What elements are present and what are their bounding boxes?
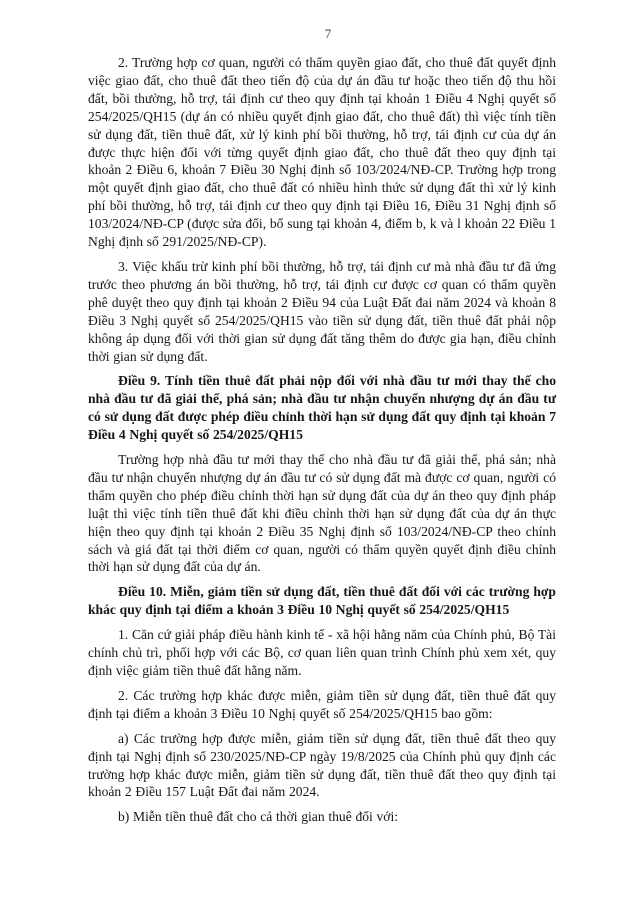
document-body [88, 54, 556, 826]
paragraph: a) Các trường hợp được miễn, giảm tiền sử dụng đất, tiền thuê đất theo quy định tại Nghị định số 230/2025/NĐ-CP ngày 19/8/2025 của Chính phủ quy định các trường hợp khác được miễn, giảm tiền sử dụng đất, tiền thuê đất theo quy định tại khoản 2 Điều 157 Luật Đất đai năm 2024. [88, 730, 556, 800]
paragraph: b) Miễn tiền thuê đất cho cả thời gian thuê đối với: [118, 809, 399, 825]
paragraph: 1. Căn cứ giải pháp điều hành kinh tế - xã hội hằng năm của Chính phủ, Bộ Tài chính chủ trì, phối hợp với các Bộ, cơ quan liên quan trình Chính phủ xem xét, quy định việc giảm tiền thuê đất hằng năm. [88, 627, 556, 678]
paragraph: 3. Việc khấu trừ kinh phí bồi thường, hỗ trợ, tái định cư mà nhà đầu tư đã ứng trước theo phương án bồi thường, hỗ trợ, tái định cư được cơ quan có thẩm quyền phê duyệt theo quy định tại khoản 2 Điều 94 của Luật Đất đai năm 2024 và khoản 8 Điều 3 Nghị quyết số 254/2025/QH15 vào tiền sử dụng đất, tiền thuê đất phải nộp không áp dụng đối với thời gian sử dụng đất tăng thêm do được gia hạn, điều chỉnh thời gian sử dụng đất. [88, 258, 556, 364]
article-heading: Điều 9. Tính tiền thuê đất phải nộp đối với nhà đầu tư mới thay thế cho nhà đầu tư đã giải thể, phá sản; nhà đầu tư nhận chuyển nhượng dự án đầu tư có sử dụng đất được phép điều chỉnh thời hạn sử dụng đất quy định tại khoản 7 Điều 4 Nghị quyết số 254/2025/QH15 [88, 373, 556, 443]
paragraph: 2. Các trường hợp khác được miễn, giảm tiền sử dụng đất, tiền thuê đất quy định tại điểm a khoản 3 Điều 10 Nghị quyết số 254/2025/QH15 bao gồm: [88, 687, 556, 721]
page-number: 7 [324, 26, 332, 41]
paragraph: 2. Trường hợp cơ quan, người có thẩm quyền giao đất, cho thuê đất quyết định việc giao đất, cho thuê đất theo tiến độ của dự án đầu tư hoặc theo tiến độ thu hồi đất, bồi thường, hỗ trợ, tái định cư theo quy định tại khoản 1 Điều 4 Nghị quyết số 254/2025/QH15 (dự án có nhiều quyết định giao đất, cho thuê đất) thì việc tính tiền sử dụng đất, tiền thuê đất, xử lý kinh phí bồi thường, hỗ trợ, tái định cư của dự án được thực hiện đối với từng quyết định giao đất, cho thuê đất theo quy định tại khoản 2 Điều 6, khoản 7 Điều 30 Nghị định số 103/2024/NĐ-CP. Trường hợp trong một quyết định giao đất, cho thuê đất có nhiều hình thức sử dụng đất thì xử lý kinh phí bồi thường, hỗ trợ, tái định cư theo quy định tại Điều 16, Điều 31 Nghị định số 103/2024/NĐ-CP (được sửa đổi, bổ sung tại khoản 4, điểm b, k và l khoản 22 Điều 1 Nghị định số 291/2025/NĐ-CP). [88, 55, 556, 250]
article-heading: Điều 10. Miễn, giảm tiền sử dụng đất, tiền thuê đất đối với các trường hợp khác quy định tại điểm a khoản 3 Điều 10 Nghị quyết số 254/2025/QH15 [88, 584, 556, 618]
paragraph: Trường hợp nhà đầu tư mới thay thế cho nhà đầu tư đã giải thể, phá sản; nhà đầu tư nhận chuyển nhượng dự án đầu tư có sử dụng đất mà được cơ quan, người có thẩm quyền cho phép điều chỉnh thời hạn sử dụng đất của dự án theo quy định pháp luật thì việc tính tiền thuê đất khi điều chỉnh thời hạn sử dụng đất của dự án thực hiện theo quy định tại khoản 2 Điều 35 Nghị định số 103/2024/NĐ-CP theo chính sách và giá đất tại thời điểm cơ quan, người có thẩm quyền quyết định điều chỉnh thời hạn sử dụng đất của dự án. [88, 452, 556, 575]
